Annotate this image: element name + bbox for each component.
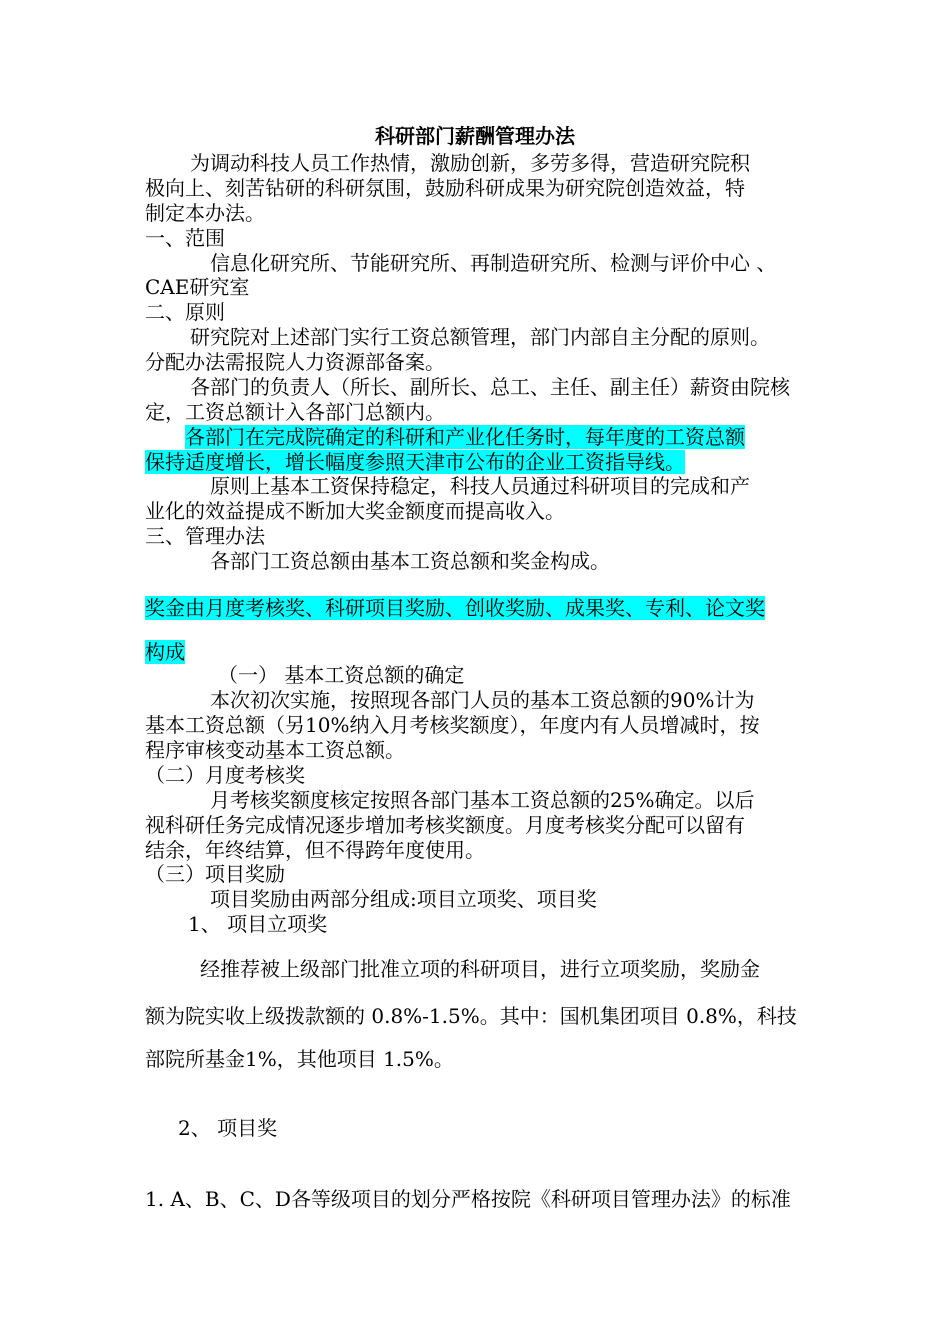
subsection-1-line-1: 本次初次实施，按照现各部门人员的基本工资总额的90%计为 [210,688,755,712]
section-1-line-1: 信息化研究所、节能研究所、再制造研究所、检测与评价中心 、 [210,251,777,275]
subsection-2-line-2: 视科研任务完成情况逐步增加考核奖额度。月度考核奖分配可以留有 [145,813,745,837]
section-2-p4-line-1: 原则上基本工资保持稳定，科技人员通过科研项目的完成和产 [210,474,750,498]
page-title: 科研部门薪酬管理办法 [375,124,575,148]
highlighted-line: 奖金由月度考核奖、科研项目奖励、创收奖励、成果奖、专利、论文奖 [145,596,765,620]
subsection-3-intro: 项目奖励由两部分组成:项目立项奖、项目奖 [210,887,597,911]
subsection-1-line-2: 基本工资总额（另10%纳入月考核奖额度），年度内有人员增减时，按 [145,713,760,737]
item-2-heading: 2、 项目奖 [178,1116,278,1140]
section-2-p4-line-2: 业化的效益提成不断加大奖金额度而提高收入。 [145,499,565,523]
subsection-3-heading: （三）项目奖励 [145,862,285,886]
item-2-line-1: 1. A、B、C、D各等级项目的划分严格按院《科研项目管理办法》的标准 [145,1187,791,1211]
item-1-line-3: 部院所基金1%，其他项目 1.5%。 [145,1047,454,1071]
highlighted-line: 构成 [145,640,185,664]
item-1-line-1: 经推荐被上级部门批准立项的科研项目，进行立项奖励，奖励金 [200,957,760,981]
section-2-p2-line-1: 各部门的负责人（所长、副所长、总工、主任、副主任）薪资由院核 [190,375,790,399]
section-2-heading: 二、原则 [145,300,225,324]
intro-line-3: 制定本办法。 [145,201,265,225]
highlighted-line: 各部门在完成院确定的科研和产业化任务时，每年度的工资总额 [185,425,745,449]
subsection-1-heading: （一） 基本工资总额的确定 [218,663,465,687]
section-3-p1: 各部门工资总额由基本工资总额和奖金构成。 [210,549,610,573]
section-1-line-2: CAE研究室 [145,275,250,299]
intro-line-1: 为调动科技人员工作热情，激励创新，多劳多得，营造研究院积 [190,151,750,175]
item-1-heading: 1、 项目立项奖 [188,912,328,936]
section-3-heading: 三、管理办法 [145,524,265,548]
highlighted-line: 保持适度增长，增长幅度参照天津市公布的企业工资指导线。 [145,450,685,474]
subsection-2-line-3: 结余，年终结算，但不得跨年度使用。 [145,838,485,862]
intro-line-2: 极向上、刻苦钻研的科研氛围，鼓励科研成果为研究院创造效益，特 [145,176,745,200]
subsection-2-heading: （二）月度考核奖 [145,763,305,787]
subsection-1-line-3: 程序审核变动基本工资总额。 [145,738,405,762]
section-2-p1-line-2: 分配办法需报院人力资源部备案。 [145,350,445,374]
subsection-2-line-1: 月考核奖额度核定按照各部门基本工资总额的25%确定。以后 [210,788,755,812]
item-1-line-2: 额为院实收上级拨款额的 0.8%-1.5%。其中：国机集团项目 0.8%，科技 [145,1004,797,1028]
section-2-p1-line-1: 研究院对上述部门实行工资总额管理，部门内部自主分配的原则。 [190,325,770,349]
section-2-p2-line-2: 定，工资总额计入各部门总额内。 [145,400,445,424]
section-1-heading: 一、范围 [145,226,225,250]
